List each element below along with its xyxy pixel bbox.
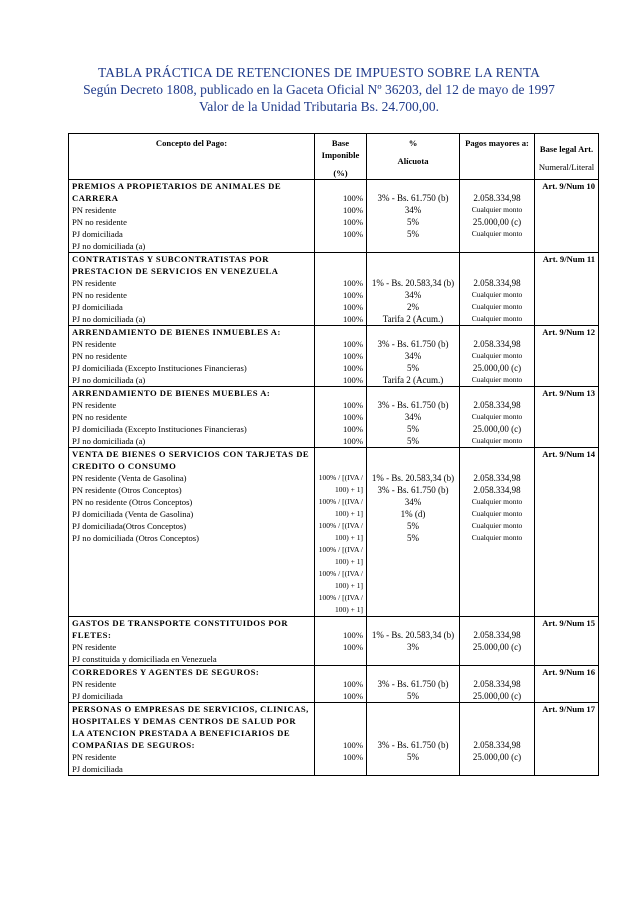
row-base: 100% — [342, 752, 363, 762]
row-concepto: PN no residente — [72, 412, 127, 422]
section-pagos-cell — [460, 617, 535, 666]
row-concepto: PN residente — [72, 205, 117, 215]
row-alicuota: 5% — [407, 217, 419, 227]
section-pagos-cell — [460, 387, 535, 448]
section-concepto-cell — [69, 448, 315, 617]
section-pct-cell — [367, 703, 460, 776]
section-pct-cell — [367, 180, 460, 253]
row-concepto: PN residente — [72, 400, 117, 410]
title-line-3: Valor de la Unidad Tributaria Bs. 24.700,00. — [199, 99, 439, 114]
section-pagos-cell — [460, 703, 535, 776]
section-concepto-cell — [69, 326, 315, 387]
row-base: 100% — [342, 691, 363, 701]
row-alicuota: 5% — [407, 436, 419, 446]
row-base: 100% — [342, 217, 363, 227]
section-row — [69, 253, 599, 326]
row-alicuota: 2% — [407, 302, 419, 312]
section-concepto-cell — [69, 387, 315, 448]
section-legal-cell: Art. 9/Num 14 — [535, 448, 599, 617]
row-pagos: Cualquier monto — [471, 533, 523, 542]
row-pagos: Cualquier monto — [471, 436, 523, 445]
row-base: 100% — [342, 436, 363, 446]
row-concepto: PJ domiciliada — [72, 229, 123, 239]
section-legal-cell: Art. 9/Num 12 — [535, 326, 599, 387]
row-alicuota: 34% — [404, 351, 422, 361]
section-base-cell — [315, 448, 367, 617]
row-base: 100% — [342, 302, 363, 312]
row-base: 100% — [342, 375, 363, 385]
row-pagos: Cualquier monto — [471, 314, 523, 323]
section-pct-cell — [367, 666, 460, 703]
row-pagos: Cualquier monto — [471, 302, 523, 311]
row-base: 100% — [342, 740, 363, 750]
section-concepto-cell — [69, 666, 315, 703]
row-concepto: PJ no domiciliada (a) — [72, 436, 146, 446]
section-row — [69, 617, 599, 666]
row-pagos: 25.000,00 (c) — [472, 424, 522, 434]
row-concepto: PJ domiciliada(Otros Conceptos) — [72, 521, 187, 531]
row-base: 100% — [342, 424, 363, 434]
row-concepto: PJ no domiciliada (a) — [72, 314, 146, 324]
row-concepto: PJ domiciliada — [72, 764, 123, 774]
retention-table — [68, 133, 599, 776]
row-alicuota: 1% - Bs. 20.583,34 (b) — [371, 630, 455, 640]
row-alicuota: 34% — [404, 205, 422, 215]
row-pagos: 2.058.334,98 — [473, 485, 521, 495]
row-alicuota: 34% — [404, 412, 422, 422]
section-concepto-cell — [69, 703, 315, 776]
row-pagos: Cualquier monto — [471, 229, 523, 238]
row-alicuota: 5% — [407, 533, 419, 543]
row-pagos: Cualquier monto — [471, 509, 523, 518]
row-concepto: PN residente (Otros Conceptos) — [72, 485, 182, 495]
row-base: 100% — [342, 679, 363, 689]
row-concepto: PN residente — [72, 752, 117, 762]
row-alicuota: 1% (d) — [400, 509, 426, 519]
row-alicuota: Tarifa 2 (Acum.) — [382, 314, 444, 324]
row-base: 100% / [(IVA / 100) + 1] — [318, 473, 363, 494]
row-alicuota: 1% - Bs. 20.583,34 (b) — [371, 278, 455, 288]
section-base-cell — [315, 253, 367, 326]
row-base: 100% — [342, 400, 363, 410]
row-alicuota: 3% - Bs. 61.750 (b) — [377, 339, 449, 349]
row-pagos: Cualquier monto — [471, 412, 523, 421]
row-alicuota: 3% - Bs. 61.750 (b) — [377, 679, 449, 689]
row-pagos: 25.000,00 (c) — [472, 363, 522, 373]
row-base: 100% / [(IVA / 100) + 1] — [318, 545, 363, 566]
section-pct-cell — [367, 253, 460, 326]
row-pagos: 2.058.334,98 — [473, 740, 521, 750]
row-pagos: 25.000,00 (c) — [472, 691, 522, 701]
section-pagos-cell — [460, 180, 535, 253]
row-pagos: 25.000,00 (c) — [472, 217, 522, 227]
row-concepto: PN residente — [72, 339, 117, 349]
row-alicuota: Tarifa 2 (Acum.) — [382, 375, 444, 385]
row-base: 100% — [342, 351, 363, 361]
row-alicuota: 5% — [407, 424, 419, 434]
section-pct-cell — [367, 448, 460, 617]
row-concepto: PN residente (Venta de Gasolina) — [72, 473, 187, 483]
row-base: 100% / [(IVA / 100) + 1] — [318, 521, 363, 542]
row-alicuota: 5% — [407, 691, 419, 701]
row-pagos: Cualquier monto — [471, 290, 523, 299]
section-concepto-cell — [69, 253, 315, 326]
row-pagos: Cualquier monto — [471, 497, 523, 506]
section-title: ARRENDAMIENTO DE BIENES MUEBLES A: — [72, 388, 271, 398]
row-pagos: 2.058.334,98 — [473, 679, 521, 689]
row-pagos: Cualquier monto — [471, 351, 523, 360]
row-base: 100% — [342, 193, 363, 203]
row-concepto: PJ domiciliada — [72, 302, 123, 312]
row-concepto: PJ no domiciliada (Otros Conceptos) — [72, 533, 199, 543]
row-pagos: 2.058.334,98 — [473, 400, 521, 410]
section-legal-cell: Art. 9/Num 17 — [535, 703, 599, 776]
row-pagos: 2.058.334,98 — [473, 193, 521, 203]
section-pagos-cell — [460, 253, 535, 326]
row-alicuota: 34% — [404, 497, 422, 507]
row-concepto: PN no residente — [72, 351, 127, 361]
section-pct-cell — [367, 387, 460, 448]
header-concepto: Concepto del Pago: — [69, 134, 315, 180]
section-pagos-cell — [460, 448, 535, 617]
row-base: 100% / [(IVA / 100) + 1] — [318, 593, 363, 614]
section-concepto-cell — [69, 617, 315, 666]
row-alicuota: 34% — [404, 290, 422, 300]
section-base-cell — [315, 180, 367, 253]
row-concepto: PJ no domiciliada (a) — [72, 241, 146, 251]
row-base: 100% — [342, 205, 363, 215]
section-pagos-cell — [460, 326, 535, 387]
row-alicuota: 3% - Bs. 61.750 (b) — [377, 485, 449, 495]
row-concepto: PJ no domiciliada (a) — [72, 375, 146, 385]
row-concepto: PJ domiciliada (Excepto Instituciones Financieras) — [72, 424, 247, 434]
section-base-cell — [315, 666, 367, 703]
row-base: 100% — [342, 229, 363, 239]
title-line-1: TABLA PRÁCTICA DE RETENCIONES DE IMPUESTO SOBRE LA RENTA — [98, 65, 540, 80]
row-base: 100% — [342, 412, 363, 422]
row-pagos: 25.000,00 (c) — [472, 752, 522, 762]
row-base: 100% / [(IVA / 100) + 1] — [318, 497, 363, 518]
section-row — [69, 448, 599, 617]
row-pagos: 2.058.334,98 — [473, 278, 521, 288]
table-header-row — [69, 134, 599, 180]
row-concepto: PJ domiciliada (Excepto Instituciones Financieras) — [72, 363, 247, 373]
section-legal-cell: Art. 9/Num 11 — [535, 253, 599, 326]
row-concepto: PN residente — [72, 679, 117, 689]
row-alicuota: 3% - Bs. 61.750 (b) — [377, 193, 449, 203]
header-pagos: Pagos mayores a: — [460, 134, 535, 180]
row-base: 100% — [342, 290, 363, 300]
row-concepto: PJ domiciliada — [72, 691, 123, 701]
section-title: VENTA DE BIENES O SERVICIOS CON TARJETAS DE CREDITO O CONSUMO — [72, 449, 310, 471]
row-base: 100% / [(IVA / 100) + 1] — [318, 569, 363, 590]
row-pagos: 2.058.334,98 — [473, 473, 521, 483]
row-alicuota: 5% — [407, 752, 419, 762]
row-concepto: PN no residente (Otros Conceptos) — [72, 497, 193, 507]
title-line-2: Según Decreto 1808, publicado en la Gaceta Oficial Nº 36203, del 12 de mayo de 1997 — [83, 82, 555, 97]
section-row — [69, 180, 599, 253]
section-row — [69, 703, 599, 776]
row-pagos: Cualquier monto — [471, 205, 523, 214]
row-pagos: 25.000,00 (c) — [472, 642, 522, 652]
header-pct: % Alícuota — [367, 134, 460, 180]
row-alicuota: 5% — [407, 363, 419, 373]
section-title: GASTOS DE TRANSPORTE CONSTITUIDOS POR FLETES: — [72, 618, 289, 640]
section-legal-cell: Art. 9/Num 15 — [535, 617, 599, 666]
row-alicuota: 5% — [407, 521, 419, 531]
section-title: PREMIOS A PROPIETARIOS DE ANIMALES DE CARRERA — [72, 181, 282, 203]
row-alicuota: 3% - Bs. 61.750 (b) — [377, 740, 449, 750]
row-pagos: 2.058.334,98 — [473, 339, 521, 349]
row-alicuota: 3% — [407, 642, 419, 652]
section-row — [69, 326, 599, 387]
section-pct-cell — [367, 326, 460, 387]
row-base: 100% — [342, 314, 363, 324]
section-title: CORREDORES Y AGENTES DE SEGUROS: — [72, 667, 260, 677]
row-alicuota: 1% - Bs. 20.583,34 (b) — [371, 473, 455, 483]
row-base: 100% — [342, 339, 363, 349]
section-base-cell — [315, 617, 367, 666]
row-alicuota: 5% — [407, 229, 419, 239]
row-concepto: PJ constituida y domiciliada en Venezuela — [72, 654, 217, 664]
row-base: 100% — [342, 278, 363, 288]
section-legal-cell: Art. 9/Num 13 — [535, 387, 599, 448]
header-legal: Base legal Art. Numeral/Literal — [535, 134, 599, 180]
document-title-block — [0, 64, 638, 115]
row-alicuota: 3% - Bs. 61.750 (b) — [377, 400, 449, 410]
section-title: ARRENDAMIENTO DE BIENES INMUEBLES A: — [72, 327, 281, 337]
section-concepto-cell — [69, 180, 315, 253]
section-pagos-cell — [460, 666, 535, 703]
row-pagos: Cualquier monto — [471, 521, 523, 530]
section-base-cell — [315, 387, 367, 448]
row-base: 100% — [342, 630, 363, 640]
row-base: 100% — [342, 642, 363, 652]
section-title: CONTRATISTAS Y SUBCONTRATISTAS POR PRESTACION DE SERVICIOS EN VENEZUELA — [72, 254, 279, 276]
section-legal-cell: Art. 9/Num 16 — [535, 666, 599, 703]
row-concepto: PN residente — [72, 642, 117, 652]
row-pagos: Cualquier monto — [471, 375, 523, 384]
section-pct-cell — [367, 617, 460, 666]
section-row — [69, 666, 599, 703]
row-pagos: 2.058.334,98 — [473, 630, 521, 640]
row-concepto: PJ domiciliada (Venta de Gasolina) — [72, 509, 194, 519]
header-base: Base Imponible (%) — [315, 134, 367, 180]
section-title: PERSONAS O EMPRESAS DE SERVICIOS, CLINICAS, HOSPITALES Y DEMAS CENTROS DE SALUD POR LA ATENCION PRESTADA A BENEFICIARIOS DE COMPAÑIAS DE SEGUROS: — [72, 704, 309, 750]
row-concepto: PN residente — [72, 278, 117, 288]
row-concepto: PN no residente — [72, 217, 127, 227]
row-base: 100% — [342, 363, 363, 373]
section-legal-cell: Art. 9/Num 10 — [535, 180, 599, 253]
section-row — [69, 387, 599, 448]
row-concepto: PN no residente — [72, 290, 127, 300]
section-base-cell — [315, 703, 367, 776]
section-base-cell — [315, 326, 367, 387]
